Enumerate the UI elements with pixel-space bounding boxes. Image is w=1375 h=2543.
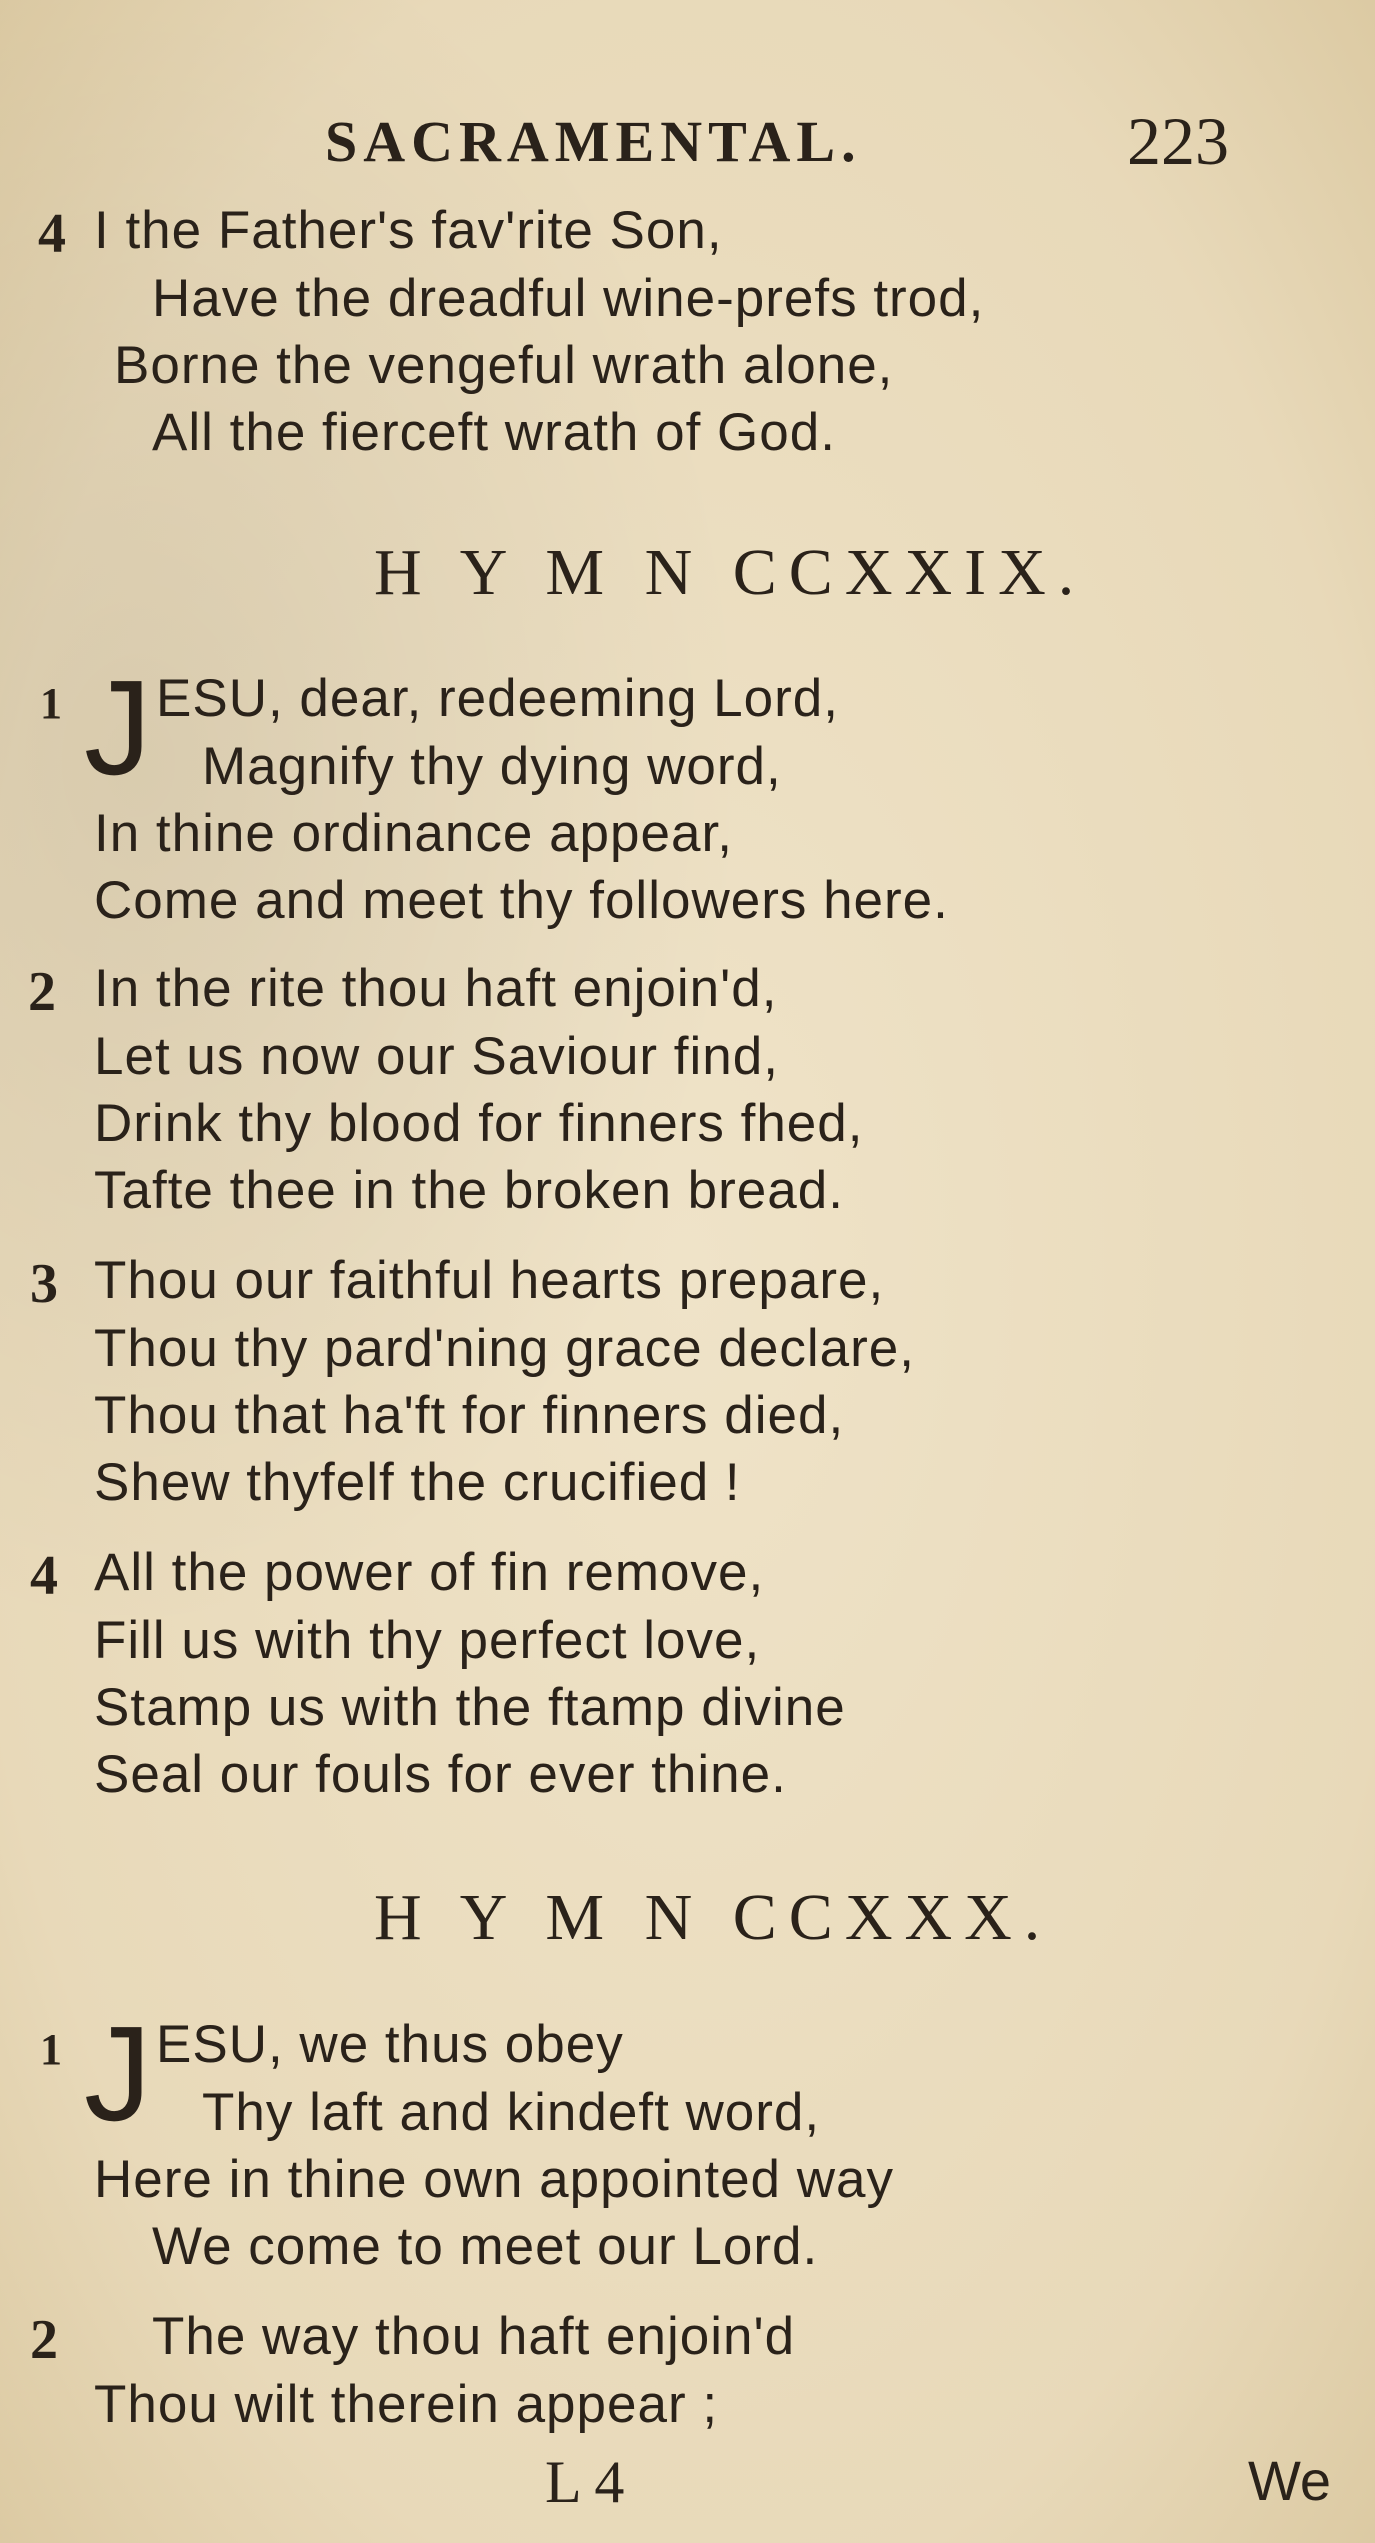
page-number: 223 [1127, 103, 1229, 179]
hymn-title: H Y M N CCXXIX. [374, 536, 1087, 609]
verse-line: Shew thyfelf the crucified ! [94, 1453, 741, 1512]
verse-number: 4 [38, 203, 66, 265]
verse-line: ESU, we thus obey [156, 2015, 624, 2074]
verse-number: 2 [28, 961, 56, 1023]
verse-line: Tafte thee in the broken bread. [94, 1161, 844, 1220]
verse-line: Thou our faithful hearts prepare, [94, 1251, 885, 1310]
verse-number: 4 [30, 1545, 58, 1607]
verse-line: Come and meet thy followers here. [94, 871, 949, 930]
verse-line: Have the dreadful wine-prefs trod, [152, 269, 985, 328]
hymn-title: H Y M N CCXXX. [374, 1881, 1053, 1954]
verse-line: Let us now our Saviour find, [94, 1027, 779, 1086]
verse-line: In the rite thou haft enjoin'd, [94, 959, 778, 1018]
verse-line: Borne the vengeful wrath alone, [114, 336, 894, 395]
verse-line: All the power of fin remove, [94, 1543, 765, 1602]
drop-cap: J [84, 652, 152, 803]
verse-line: Thou that ha'ft for finners died, [94, 1386, 845, 1445]
verse-line: Drink thy blood for finners fhed, [94, 1094, 864, 1153]
verse-line: Thou wilt therein appear ; [94, 2375, 719, 2434]
verse-line: We come to meet our Lord. [152, 2217, 819, 2276]
signature-mark: L 4 [545, 2449, 625, 2515]
verse-line: All the fierceft wrath of God. [152, 403, 836, 462]
verse-line: I the Father's fav'rite Son, [94, 201, 723, 260]
verse-line: Fill us with thy perfect love, [94, 1611, 761, 1670]
verse-line: Here in thine own appointed way [94, 2150, 894, 2209]
verse-line: The way thou haft enjoin'd [152, 2307, 796, 2366]
running-head: SACRAMENTAL. [325, 109, 862, 174]
verse-line: In thine ordinance appear, [94, 804, 733, 863]
verse-line: Magnify thy dying word, [202, 737, 782, 796]
verse-line: Stamp us with the ftamp divine [94, 1678, 846, 1737]
verse-line: Thy laft and kindeft word, [202, 2083, 821, 2142]
catchword: We [1248, 2449, 1331, 2512]
verse-line: Seal our fouls for ever thine. [94, 1745, 787, 1804]
verse-number: 1 [40, 679, 62, 728]
verse-line: Thou thy pard'ning grace declare, [94, 1319, 915, 1378]
verse-number: 1 [40, 2025, 62, 2074]
drop-cap: J [84, 1998, 152, 2149]
verse-number: 2 [30, 2309, 58, 2371]
verse-number: 3 [30, 1253, 58, 1315]
verse-line: ESU, dear, redeeming Lord, [156, 669, 839, 728]
